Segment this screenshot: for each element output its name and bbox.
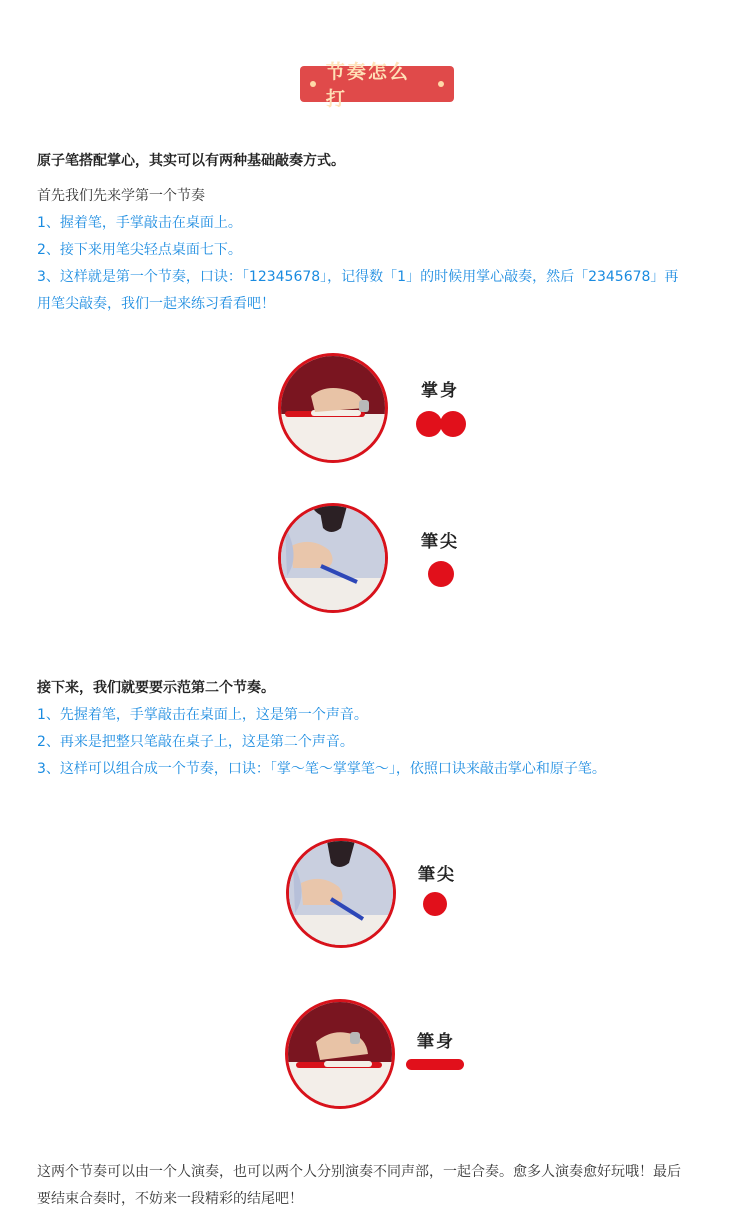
palm-beat-dot-2	[440, 411, 466, 437]
intro-text: 原子笔搭配掌心，其实可以有两种基础敲奏方式。	[37, 153, 345, 169]
part1-lead: 首先我们先来学第一个节奏	[37, 188, 205, 204]
tip-label: 筆尖	[421, 532, 459, 552]
part2-step1: 1、先握着笔，手掌敲击在桌面上，这是第一个声音。	[37, 707, 368, 723]
outro-line1: 这两个节奏可以由一个人演奏，也可以两个人分别演奏不同声部，一起合奏。愈多人演奏愈好玩哦！最后	[37, 1164, 681, 1180]
tip-beat-dot-2	[423, 892, 447, 916]
part1-step2: 2、接下来用笔尖轻点桌面七下。	[37, 242, 242, 258]
banner-dot-left	[310, 81, 316, 87]
tip-label-2: 筆尖	[418, 865, 456, 885]
palm-beat-dot-1	[416, 411, 442, 437]
pen-body-beat-bar	[406, 1059, 464, 1070]
part1-step3-line1: 3、这样就是第一个节奏，口诀：「12345678」，记得数「1」的时候用掌心敲奏，然后「2345678」再	[37, 269, 679, 285]
section-title: 节奏怎么打	[325, 61, 410, 110]
tip-beat-dot	[428, 561, 454, 587]
part1-step3-line2: 用笔尖敲奏，我们一起来练习看看吧！	[37, 296, 275, 312]
pen-tip-strike-photo	[278, 503, 388, 613]
outro-line2: 要结束合奏时，不妨来一段精彩的结尾吧！	[37, 1191, 303, 1207]
palm-label-2: 筆身	[417, 1032, 455, 1052]
part1-step1: 1、握着笔，手掌敲击在桌面上。	[37, 215, 242, 231]
palm-strike-photo	[278, 353, 388, 463]
part2-lead: 接下来，我们就要要示范第二个节奏。	[37, 680, 275, 696]
part2-step3: 3、这样可以组合成一个节奏，口诀：「掌～笔～掌掌笔～」，依照口诀来敲击掌心和原子笔。	[37, 761, 606, 777]
pen-tip-strike-photo-2	[286, 838, 396, 948]
palm-label: 掌身	[421, 381, 459, 401]
pen-body-strike-photo	[285, 999, 395, 1109]
section-title-banner	[300, 61, 454, 110]
banner-dot-right	[438, 81, 444, 87]
part2-step2: 2、再来是把整只笔敲在桌子上，这是第二个声音。	[37, 734, 354, 750]
